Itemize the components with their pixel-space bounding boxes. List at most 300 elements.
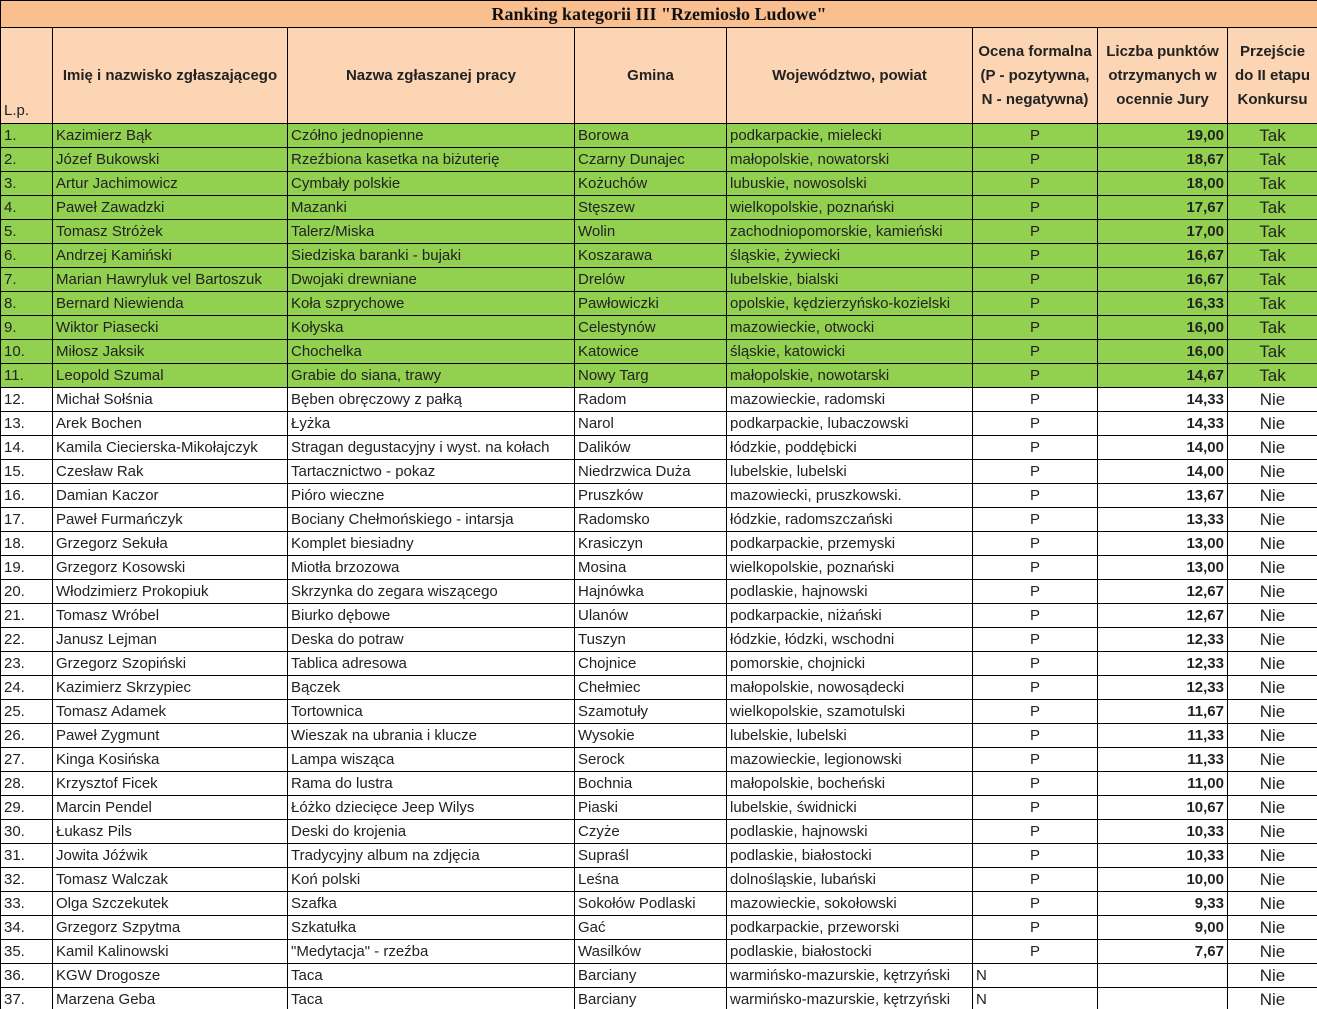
cell-name: Kamila Ciecierska-Mikołajczyk xyxy=(53,436,288,460)
cell-gmina: Chojnice xyxy=(575,652,727,676)
cell-points: 14,67 xyxy=(1098,364,1228,388)
table-row xyxy=(1,532,1317,556)
cell-lp: 15. xyxy=(1,460,53,484)
cell-voivodeship: łódzkie, łódzki, wschodni xyxy=(727,628,973,652)
header-row xyxy=(1,28,1317,124)
cell-points: 16,33 xyxy=(1098,292,1228,316)
cell-voivodeship: lubuskie, nowosolski xyxy=(727,172,973,196)
cell-lp: 35. xyxy=(1,940,53,964)
cell-gmina: Chełmiec xyxy=(575,676,727,700)
cell-voivodeship: lubelskie, lubelski xyxy=(727,724,973,748)
cell-lp: 20. xyxy=(1,580,53,604)
cell-voivodeship: mazowiecki, pruszkowski. xyxy=(727,484,973,508)
table-row xyxy=(1,796,1317,820)
cell-work: Wieszak na ubrania i klucze xyxy=(288,724,575,748)
cell-lp: 4. xyxy=(1,196,53,220)
cell-voivodeship: podkarpackie, niżański xyxy=(727,604,973,628)
cell-formal-rating: P xyxy=(973,316,1098,340)
cell-advance: Nie xyxy=(1228,532,1317,556)
cell-gmina: Wolin xyxy=(575,220,727,244)
cell-formal-rating: P xyxy=(973,244,1098,268)
cell-work: Szkatułka xyxy=(288,916,575,940)
cell-gmina: Pruszków xyxy=(575,484,727,508)
cell-advance: Nie xyxy=(1228,508,1317,532)
cell-gmina: Bochnia xyxy=(575,772,727,796)
cell-formal-rating: P xyxy=(973,796,1098,820)
cell-name: Grzegorz Sekuła xyxy=(53,532,288,556)
table-row xyxy=(1,196,1317,220)
table-row xyxy=(1,772,1317,796)
table-row xyxy=(1,916,1317,940)
cell-gmina: Radom xyxy=(575,388,727,412)
cell-points: 12,67 xyxy=(1098,604,1228,628)
cell-formal-rating: P xyxy=(973,676,1098,700)
cell-gmina: Wysokie xyxy=(575,724,727,748)
cell-formal-rating: P xyxy=(973,388,1098,412)
cell-gmina: Narol xyxy=(575,412,727,436)
cell-formal-rating: P xyxy=(973,412,1098,436)
cell-lp: 10. xyxy=(1,340,53,364)
cell-voivodeship: małopolskie, nowatorski xyxy=(727,148,973,172)
cell-points: 19,00 xyxy=(1098,124,1228,148)
cell-lp: 28. xyxy=(1,772,53,796)
cell-work: Mazanki xyxy=(288,196,575,220)
cell-advance: Nie xyxy=(1228,940,1317,964)
cell-name: Józef Bukowski xyxy=(53,148,288,172)
cell-formal-rating: P xyxy=(973,484,1098,508)
cell-gmina: Barciany xyxy=(575,964,727,988)
cell-points: 17,00 xyxy=(1098,220,1228,244)
cell-formal-rating: P xyxy=(973,508,1098,532)
cell-points: 11,00 xyxy=(1098,772,1228,796)
cell-work: Skrzynka do zegara wiszącego xyxy=(288,580,575,604)
cell-gmina: Sokołów Podlaski xyxy=(575,892,727,916)
cell-lp: 11. xyxy=(1,364,53,388)
cell-lp: 9. xyxy=(1,316,53,340)
cell-points: 18,67 xyxy=(1098,148,1228,172)
cell-name: Łukasz Pils xyxy=(53,820,288,844)
cell-name: Marcin Pendel xyxy=(53,796,288,820)
cell-voivodeship: opolskie, kędzierzyńsko-kozielski xyxy=(727,292,973,316)
cell-advance: Nie xyxy=(1228,916,1317,940)
cell-voivodeship: małopolskie, bocheński xyxy=(727,772,973,796)
cell-gmina: Piaski xyxy=(575,796,727,820)
cell-lp: 34. xyxy=(1,916,53,940)
cell-voivodeship: podkarpackie, przemyski xyxy=(727,532,973,556)
table-row xyxy=(1,364,1317,388)
cell-work: Deski do krojenia xyxy=(288,820,575,844)
cell-advance: Nie xyxy=(1228,772,1317,796)
cell-points: 13,00 xyxy=(1098,532,1228,556)
cell-formal-rating: P xyxy=(973,940,1098,964)
cell-formal-rating: P xyxy=(973,892,1098,916)
cell-points: 11,33 xyxy=(1098,724,1228,748)
table-row xyxy=(1,988,1317,1009)
cell-lp: 23. xyxy=(1,652,53,676)
cell-lp: 7. xyxy=(1,268,53,292)
cell-name: Tomasz Wróbel xyxy=(53,604,288,628)
table-row xyxy=(1,172,1317,196)
cell-name: Arek Bochen xyxy=(53,412,288,436)
cell-formal-rating: P xyxy=(973,916,1098,940)
cell-gmina: Koszarawa xyxy=(575,244,727,268)
cell-voivodeship: lubelskie, bialski xyxy=(727,268,973,292)
cell-formal-rating: P xyxy=(973,148,1098,172)
cell-voivodeship: podlaskie, hajnowski xyxy=(727,580,973,604)
cell-lp: 24. xyxy=(1,676,53,700)
header-points: Liczba punktów otrzymanych w ocennie Jury xyxy=(1098,28,1228,124)
cell-name: Grzegorz Szopiński xyxy=(53,652,288,676)
cell-points: 10,33 xyxy=(1098,844,1228,868)
cell-advance: Nie xyxy=(1228,484,1317,508)
cell-gmina: Ulanów xyxy=(575,604,727,628)
cell-voivodeship: wielkopolskie, poznański xyxy=(727,196,973,220)
cell-lp: 30. xyxy=(1,820,53,844)
cell-voivodeship: wielkopolskie, szamotulski xyxy=(727,700,973,724)
cell-lp: 17. xyxy=(1,508,53,532)
cell-lp: 31. xyxy=(1,844,53,868)
cell-gmina: Szamotuły xyxy=(575,700,727,724)
cell-lp: 29. xyxy=(1,796,53,820)
cell-name: Marian Hawryluk vel Bartoszuk xyxy=(53,268,288,292)
cell-lp: 25. xyxy=(1,700,53,724)
cell-points: 18,00 xyxy=(1098,172,1228,196)
table-row xyxy=(1,148,1317,172)
cell-work: Taca xyxy=(288,964,575,988)
cell-advance: Nie xyxy=(1228,556,1317,580)
header-voivodeship: Województwo, powiat xyxy=(727,28,973,124)
cell-gmina: Niedrzwica Duża xyxy=(575,460,727,484)
cell-lp: 1. xyxy=(1,124,53,148)
cell-advance: Nie xyxy=(1228,388,1317,412)
cell-work: Czółno jednopienne xyxy=(288,124,575,148)
cell-points: 14,33 xyxy=(1098,412,1228,436)
table-row xyxy=(1,292,1317,316)
cell-points: 16,67 xyxy=(1098,244,1228,268)
cell-advance: Tak xyxy=(1228,316,1317,340)
cell-voivodeship: mazowieckie, sokołowski xyxy=(727,892,973,916)
cell-points: 13,33 xyxy=(1098,508,1228,532)
cell-points: 14,00 xyxy=(1098,436,1228,460)
cell-formal-rating: P xyxy=(973,196,1098,220)
cell-points: 13,00 xyxy=(1098,556,1228,580)
cell-lp: 6. xyxy=(1,244,53,268)
cell-advance: Nie xyxy=(1228,724,1317,748)
cell-lp: 37. xyxy=(1,988,53,1009)
table-row xyxy=(1,484,1317,508)
cell-advance: Nie xyxy=(1228,676,1317,700)
cell-points: 12,67 xyxy=(1098,580,1228,604)
cell-advance: Nie xyxy=(1228,748,1317,772)
cell-voivodeship: wielkopolskie, poznański xyxy=(727,556,973,580)
cell-formal-rating: P xyxy=(973,172,1098,196)
cell-work: Tortownica xyxy=(288,700,575,724)
cell-formal-rating: N xyxy=(973,964,1098,988)
cell-voivodeship: zachodniopomorskie, kamieński xyxy=(727,220,973,244)
cell-lp: 21. xyxy=(1,604,53,628)
table-row xyxy=(1,556,1317,580)
cell-name: Artur Jachimowicz xyxy=(53,172,288,196)
table-row xyxy=(1,124,1317,148)
cell-voivodeship: podkarpackie, mielecki xyxy=(727,124,973,148)
table-row xyxy=(1,820,1317,844)
cell-points: 7,67 xyxy=(1098,940,1228,964)
cell-name: Bernard Niewienda xyxy=(53,292,288,316)
cell-work: Kołyska xyxy=(288,316,575,340)
table-row xyxy=(1,844,1317,868)
cell-advance: Tak xyxy=(1228,196,1317,220)
cell-formal-rating: P xyxy=(973,220,1098,244)
cell-formal-rating: P xyxy=(973,772,1098,796)
cell-advance: Nie xyxy=(1228,892,1317,916)
cell-voivodeship: małopolskie, nowotarski xyxy=(727,364,973,388)
cell-name: Janusz Lejman xyxy=(53,628,288,652)
cell-points: 10,33 xyxy=(1098,820,1228,844)
cell-name: Grzegorz Kosowski xyxy=(53,556,288,580)
cell-points: 14,00 xyxy=(1098,460,1228,484)
table-row xyxy=(1,628,1317,652)
header-formal-rating: Ocena formalna (P - pozytywna, N - negatywna) xyxy=(973,28,1098,124)
cell-voivodeship: lubelskie, lubelski xyxy=(727,460,973,484)
cell-voivodeship: podkarpackie, lubaczowski xyxy=(727,412,973,436)
cell-points xyxy=(1098,964,1228,988)
cell-advance: Tak xyxy=(1228,220,1317,244)
cell-name: Kazimierz Skrzypiec xyxy=(53,676,288,700)
cell-points: 12,33 xyxy=(1098,652,1228,676)
cell-gmina: Kożuchów xyxy=(575,172,727,196)
cell-points: 17,67 xyxy=(1098,196,1228,220)
cell-work: Pióro wieczne xyxy=(288,484,575,508)
header-gmina: Gmina xyxy=(575,28,727,124)
cell-voivodeship: podlaskie, hajnowski xyxy=(727,820,973,844)
table-row xyxy=(1,412,1317,436)
table-row xyxy=(1,580,1317,604)
cell-formal-rating: P xyxy=(973,748,1098,772)
cell-voivodeship: podlaskie, białostocki xyxy=(727,844,973,868)
cell-lp: 36. xyxy=(1,964,53,988)
cell-advance: Tak xyxy=(1228,340,1317,364)
cell-formal-rating: P xyxy=(973,868,1098,892)
cell-advance: Tak xyxy=(1228,292,1317,316)
cell-name: Tomasz Stróżek xyxy=(53,220,288,244)
cell-points xyxy=(1098,988,1228,1009)
cell-lp: 33. xyxy=(1,892,53,916)
cell-name: Michał Sołśnia xyxy=(53,388,288,412)
cell-voivodeship: mazowieckie, legionowski xyxy=(727,748,973,772)
cell-gmina: Czarny Dunajec xyxy=(575,148,727,172)
cell-points: 16,67 xyxy=(1098,268,1228,292)
cell-work: Rama do lustra xyxy=(288,772,575,796)
cell-gmina: Barciany xyxy=(575,988,727,1009)
cell-work: Łóżko dziecięce Jeep Wilys xyxy=(288,796,575,820)
table-row xyxy=(1,700,1317,724)
cell-advance: Tak xyxy=(1228,148,1317,172)
header-name: Imię i nazwisko zgłaszającego xyxy=(53,28,288,124)
cell-work: Grabie do siana, trawy xyxy=(288,364,575,388)
cell-gmina: Radomsko xyxy=(575,508,727,532)
cell-lp: 32. xyxy=(1,868,53,892)
cell-lp: 27. xyxy=(1,748,53,772)
cell-advance: Nie xyxy=(1228,820,1317,844)
cell-lp: 18. xyxy=(1,532,53,556)
cell-points: 12,33 xyxy=(1098,628,1228,652)
cell-name: KGW Drogosze xyxy=(53,964,288,988)
table-row xyxy=(1,244,1317,268)
cell-voivodeship: warmińsko-mazurskie, kętrzyński xyxy=(727,988,973,1009)
cell-advance: Nie xyxy=(1228,844,1317,868)
cell-voivodeship: łódzkie, poddębicki xyxy=(727,436,973,460)
cell-gmina: Wasilków xyxy=(575,940,727,964)
cell-voivodeship: łódzkie, radomszczański xyxy=(727,508,973,532)
cell-points: 9,33 xyxy=(1098,892,1228,916)
cell-voivodeship: mazowieckie, radomski xyxy=(727,388,973,412)
cell-name: Andrzej Kamiński xyxy=(53,244,288,268)
cell-gmina: Gać xyxy=(575,916,727,940)
cell-name: Włodzimierz Prokopiuk xyxy=(53,580,288,604)
cell-name: Kinga Kosińska xyxy=(53,748,288,772)
cell-formal-rating: P xyxy=(973,340,1098,364)
cell-work: Stragan degustacyjny i wyst. na kołach xyxy=(288,436,575,460)
cell-name: Paweł Furmańczyk xyxy=(53,508,288,532)
cell-lp: 14. xyxy=(1,436,53,460)
cell-advance: Nie xyxy=(1228,964,1317,988)
header-work: Nazwa zgłaszanej pracy xyxy=(288,28,575,124)
cell-work: Łyżka xyxy=(288,412,575,436)
cell-advance: Nie xyxy=(1228,796,1317,820)
cell-work: Szafka xyxy=(288,892,575,916)
table-row xyxy=(1,676,1317,700)
cell-formal-rating: P xyxy=(973,700,1098,724)
cell-points: 9,00 xyxy=(1098,916,1228,940)
cell-work: Talerz/Miska xyxy=(288,220,575,244)
cell-gmina: Stęszew xyxy=(575,196,727,220)
cell-work: Chochelka xyxy=(288,340,575,364)
table-row xyxy=(1,892,1317,916)
cell-formal-rating: P xyxy=(973,628,1098,652)
cell-voivodeship: śląskie, żywiecki xyxy=(727,244,973,268)
cell-formal-rating: P xyxy=(973,604,1098,628)
cell-voivodeship: małopolskie, nowosądecki xyxy=(727,676,973,700)
cell-work: Bęben obręczowy z pałką xyxy=(288,388,575,412)
cell-gmina: Hajnówka xyxy=(575,580,727,604)
cell-advance: Nie xyxy=(1228,604,1317,628)
cell-lp: 16. xyxy=(1,484,53,508)
cell-lp: 22. xyxy=(1,628,53,652)
cell-name: Miłosz Jaksik xyxy=(53,340,288,364)
cell-lp: 5. xyxy=(1,220,53,244)
cell-points: 16,00 xyxy=(1098,340,1228,364)
cell-lp: 2. xyxy=(1,148,53,172)
cell-gmina: Celestynów xyxy=(575,316,727,340)
cell-name: Grzegorz Szpytma xyxy=(53,916,288,940)
cell-advance: Nie xyxy=(1228,700,1317,724)
cell-work: Tradycyjny album na zdjęcia xyxy=(288,844,575,868)
table-row xyxy=(1,508,1317,532)
cell-points: 10,67 xyxy=(1098,796,1228,820)
cell-advance: Nie xyxy=(1228,436,1317,460)
table-row xyxy=(1,340,1317,364)
cell-advance: Nie xyxy=(1228,868,1317,892)
cell-formal-rating: P xyxy=(973,556,1098,580)
cell-formal-rating: N xyxy=(973,988,1098,1009)
cell-name: Jowita Jóźwik xyxy=(53,844,288,868)
table-row xyxy=(1,388,1317,412)
cell-points: 13,67 xyxy=(1098,484,1228,508)
cell-lp: 13. xyxy=(1,412,53,436)
cell-gmina: Leśna xyxy=(575,868,727,892)
cell-formal-rating: P xyxy=(973,268,1098,292)
cell-points: 11,33 xyxy=(1098,748,1228,772)
cell-gmina: Krasiczyn xyxy=(575,532,727,556)
table-row xyxy=(1,268,1317,292)
cell-lp: 8. xyxy=(1,292,53,316)
cell-formal-rating: P xyxy=(973,844,1098,868)
cell-name: Paweł Zygmunt xyxy=(53,724,288,748)
cell-work: Cymbały polskie xyxy=(288,172,575,196)
cell-advance: Nie xyxy=(1228,580,1317,604)
cell-name: Kazimierz Bąk xyxy=(53,124,288,148)
table-row xyxy=(1,220,1317,244)
cell-gmina: Tuszyn xyxy=(575,628,727,652)
cell-lp: 3. xyxy=(1,172,53,196)
cell-gmina: Serock xyxy=(575,748,727,772)
cell-formal-rating: P xyxy=(973,652,1098,676)
cell-voivodeship: lubelskie, świdnicki xyxy=(727,796,973,820)
table-row xyxy=(1,748,1317,772)
cell-formal-rating: P xyxy=(973,820,1098,844)
cell-formal-rating: P xyxy=(973,724,1098,748)
cell-advance: Tak xyxy=(1228,124,1317,148)
cell-work: Dwojaki drewniane xyxy=(288,268,575,292)
cell-points: 14,33 xyxy=(1098,388,1228,412)
cell-work: Koła szprychowe xyxy=(288,292,575,316)
cell-formal-rating: P xyxy=(973,292,1098,316)
cell-name: Marzena Geba xyxy=(53,988,288,1009)
cell-work: Miotła brzozowa xyxy=(288,556,575,580)
cell-work: Koń polski xyxy=(288,868,575,892)
cell-voivodeship: podkarpackie, przeworski xyxy=(727,916,973,940)
cell-name: Kamil Kalinowski xyxy=(53,940,288,964)
cell-voivodeship: warmińsko-mazurskie, kętrzyński xyxy=(727,964,973,988)
cell-formal-rating: P xyxy=(973,460,1098,484)
cell-gmina: Drelów xyxy=(575,268,727,292)
cell-voivodeship: dolnośląskie, lubański xyxy=(727,868,973,892)
cell-gmina: Pawłowiczki xyxy=(575,292,727,316)
cell-work: Rzeźbiona kasetka na biżuterię xyxy=(288,148,575,172)
cell-voivodeship: pomorskie, chojnicki xyxy=(727,652,973,676)
cell-advance: Tak xyxy=(1228,172,1317,196)
cell-advance: Tak xyxy=(1228,268,1317,292)
header-lp: L.p. xyxy=(1,28,53,124)
cell-gmina: Katowice xyxy=(575,340,727,364)
cell-name: Damian Kaczor xyxy=(53,484,288,508)
cell-lp: 26. xyxy=(1,724,53,748)
cell-formal-rating: P xyxy=(973,532,1098,556)
cell-voivodeship: mazowieckie, otwocki xyxy=(727,316,973,340)
cell-advance: Tak xyxy=(1228,244,1317,268)
cell-name: Czesław Rak xyxy=(53,460,288,484)
table-row xyxy=(1,964,1317,988)
cell-formal-rating: P xyxy=(973,124,1098,148)
cell-name: Krzysztof Ficek xyxy=(53,772,288,796)
cell-advance: Nie xyxy=(1228,988,1317,1009)
cell-name: Tomasz Walczak xyxy=(53,868,288,892)
cell-advance: Tak xyxy=(1228,364,1317,388)
cell-formal-rating: P xyxy=(973,364,1098,388)
cell-gmina: Mosina xyxy=(575,556,727,580)
cell-name: Leopold Szumal xyxy=(53,364,288,388)
table-row xyxy=(1,940,1317,964)
